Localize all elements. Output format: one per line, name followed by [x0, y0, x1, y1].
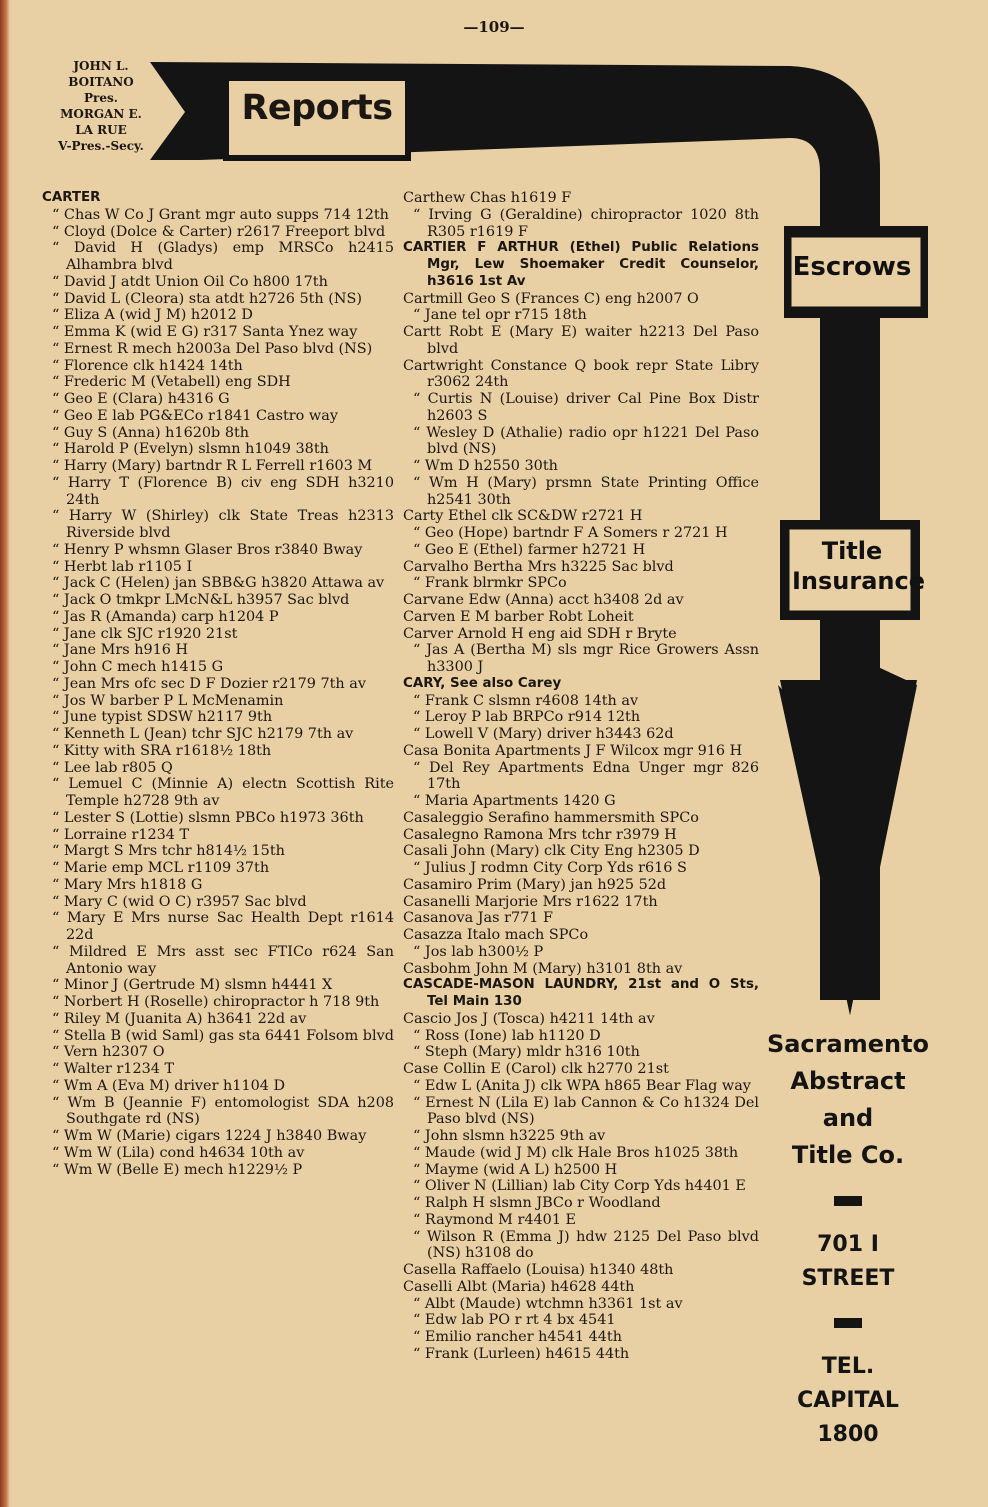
directory-entry: “ Mildred E Mrs asst sec FTICo r624 San Antonio way	[52, 943, 394, 977]
directory-entry: Carvane Edw (Anna) acct h3408 2d av	[403, 592, 684, 608]
directory-entry: “ Mayme (wid A L) h2500 H	[413, 1161, 618, 1178]
directory-entry: “ Marie emp MCL r1109 37th	[52, 860, 270, 876]
directory-entry: “ Kitty with SRA r1618½ 18th	[52, 742, 272, 759]
directory-entry: “ Frank blrmkr SPCo	[413, 575, 567, 592]
directory-entry: “ Henry P whsmn Glaser Bros r3840 Bway	[52, 541, 363, 558]
directory-entry: CARY, See also Carey	[403, 675, 562, 691]
officer-line: MORGAN E.	[60, 107, 142, 121]
directory-entry: Cartwright Constance Q book repr State Libry r3062 24th	[403, 357, 759, 391]
directory-entry: “ Steph (Mary) mldr h316 10th	[413, 1044, 640, 1061]
directory-entry: “ Jane tel opr r715 18th	[413, 307, 587, 324]
directory-entry: Casanelli Marjorie Mrs r1622 17th	[403, 893, 658, 910]
ad-company-block	[758, 1026, 938, 1452]
directory-entry: “ Geo E (Ethel) farmer h2721 H	[413, 541, 646, 558]
directory-entry: “ David J atdt Union Oil Co h800 17th	[52, 273, 328, 290]
directory-entry: “ Mary Mrs h1818 G	[52, 876, 203, 893]
directory-entry: “ Frederic M (Vetabell) eng SDH	[52, 374, 291, 391]
directory-entry: “ Chas W Co J Grant mgr auto supps 714 12th	[52, 206, 389, 223]
directory-entry: “ Cloyd (Dolce & Carter) r2617 Freeport blvd	[52, 223, 386, 240]
directory-entry: “ Maude (wid J M) clk Hale Bros h1025 38th	[413, 1144, 739, 1161]
directory-entry: “ Jane Mrs h916 H	[52, 642, 189, 659]
directory-entry: “ Mary C (wid O C) r3957 Sac blvd	[52, 893, 307, 910]
directory-entry: “ Edw lab PO r rt 4 bx 4541	[413, 1312, 616, 1329]
directory-entry: “ June typist SDSW h2117 9th	[52, 709, 273, 726]
directory-entry: Cartt Robt E (Mary E) waiter h2213 Del Paso blvd	[403, 324, 759, 357]
address-line: STREET	[801, 1266, 895, 1291]
company-name-line: Title Co.	[791, 1141, 905, 1169]
directory-entry: “ Emilio rancher h4541 44th	[413, 1329, 622, 1345]
officer-line: BOITANO	[68, 75, 134, 89]
directory-entry: Carver Arnold H eng aid SDH r Bryte	[403, 625, 677, 642]
phone-line: CAPITAL	[797, 1388, 899, 1413]
directory-entry: Casazza Italo mach SPCo	[403, 927, 589, 943]
directory-entry: “ Lester S (Lottie) slsmn PBCo h1973 36th	[52, 809, 364, 826]
directory-entry: “ Walter r1234 T	[52, 1061, 175, 1077]
directory-entry: “ Wm H (Mary) prsmn State Printing Office h2541 30th	[413, 474, 759, 508]
directory-entry: “ Oliver N (Lillian) lab City Corp Yds h4401 E	[413, 1178, 746, 1195]
directory-entry: “ John C mech h1415 G	[52, 659, 224, 675]
directory-entry: Cartmill Geo S (Frances C) eng h2007 O	[403, 290, 699, 307]
directory-entry: “ Albt (Maude) wtchmn h3361 1st av	[413, 1295, 683, 1312]
arrow-head-main	[780, 680, 917, 1015]
directory-entry: Casamiro Prim (Mary) jan h925 52d	[403, 876, 667, 893]
directory-entry: Casanova Jas r771 F	[403, 910, 553, 927]
directory-entry: “ Irving G (Geraldine) chiropractor 1020 8th R305 r1619 F	[413, 206, 759, 240]
directory-entry: “ Jack C (Helen) jan SBB&G h3820 Attawa av	[52, 575, 385, 592]
directory-entry: Caselli Albt (Maria) h4628 44th	[403, 1278, 635, 1295]
directory-entry: “ Jos W barber P L McMenamin	[52, 692, 284, 709]
directory-entry: “ Lee lab r805 Q	[52, 759, 173, 776]
directory-entry: Cascio Jos J (Tosca) h4211 14th av	[403, 1010, 655, 1027]
directory-entry: “ Ernest R mech h2003a Del Paso blvd (NS)	[52, 340, 373, 357]
directory-entry: “ Margt S Mrs tchr h814½ 15th	[52, 843, 285, 860]
insurance-line: Insurance	[792, 567, 926, 595]
directory-column-left	[42, 190, 394, 1178]
directory-entry: “ Geo E lab PG&ECo r1841 Castro way	[52, 407, 338, 424]
address-line: 701 I	[817, 1232, 879, 1257]
separator-bar	[834, 1196, 862, 1206]
directory-entry: Carty Ethel clk SC&DW r2721 H	[403, 508, 643, 525]
officer-line: JOHN L.	[73, 59, 129, 73]
directory-entry: “ Wesley D (Athalie) radio opr h1221 Del Paso blvd (NS)	[413, 424, 759, 458]
directory-entry: “ Harold P (Evelyn) slsmn h1049 38th	[52, 441, 329, 458]
title-line: Title	[821, 537, 883, 565]
directory-entry: “ Curtis N (Louise) driver Cal Pine Box Distr h2603 S	[413, 391, 759, 424]
directory-entry: “ Minor J (Gertrude M) slsmn h4441 X	[52, 977, 333, 994]
directory-entry: “ Herbt lab r1105 I	[52, 558, 193, 575]
directory-entry: “ Florence clk h1424 14th	[52, 357, 243, 374]
directory-entry: “ Emma K (wid E G) r317 Santa Ynez way	[52, 324, 358, 340]
ad-reports-label: Reports	[241, 88, 393, 128]
separator-bar	[834, 1318, 862, 1328]
directory-entry: Casaleggio Serafino hammersmith SPCo	[403, 809, 699, 826]
company-name-line: and	[822, 1104, 874, 1132]
directory-entry: “ Wm D h2550 30th	[413, 458, 558, 474]
directory-entry: “ Harry T (Florence B) civ eng SDH h3210 24th	[52, 474, 394, 508]
directory-entry: “ Jos lab h300½ P	[413, 943, 544, 960]
company-name-line: Abstract	[790, 1067, 906, 1095]
directory-entry: “ John slsmn h3225 9th av	[413, 1128, 606, 1144]
officer-line: Pres.	[84, 91, 118, 105]
directory-entry: “ Edw L (Anita J) clk WPA h865 Bear Flag way	[413, 1077, 751, 1094]
directory-column-right	[403, 190, 759, 1363]
directory-entry: Casbohm John M (Mary) h3101 8th av	[403, 960, 683, 977]
directory-entry: CARTER	[42, 190, 101, 205]
directory-entry: “ Julius J rodmn City Corp Yds r616 S	[413, 860, 687, 876]
directory-entry: “ Leroy P lab BRPCo r914 12th	[413, 709, 641, 726]
ad-title-insurance-label	[792, 536, 926, 596]
directory-entry: “ Guy S (Anna) h1620b 8th	[52, 424, 250, 441]
directory-entry: “ Lemuel C (Minnie A) electn Scottish Rite Temple h2728 9th av	[52, 776, 394, 809]
directory-entry: “ Eliza A (wid J M) h2012 D	[52, 307, 253, 324]
directory-entry: “ Jas A (Bertha M) sls mgr Rice Growers Assn h3300 J	[413, 642, 759, 675]
phone-line: 1800	[817, 1422, 879, 1447]
directory-entry: “ Lorraine r1234 T	[52, 826, 190, 843]
directory-entry: “ Wm W (Belle E) mech h1229½ P	[52, 1161, 303, 1178]
directory-entry: “ Frank (Lurleen) h4615 44th	[413, 1345, 630, 1362]
directory-entry: “ Vern h2307 O	[52, 1044, 165, 1061]
directory-entry: “ Frank C slsmn r4608 14th av	[413, 692, 639, 709]
directory-entry: “ Norbert H (Roselle) chiropractor h 718 9th	[52, 994, 380, 1010]
directory-entry: “ Wm A (Eva M) driver h1104 D	[52, 1077, 286, 1094]
directory-entry: “ Wm B (Jeannie F) entomologist SDA h208 Southgate rd (NS)	[52, 1094, 394, 1128]
directory-entry: “ David H (Gladys) emp MRSCo h2415 Alhambra blvd	[52, 240, 394, 273]
directory-entry: “ Jack O tmkpr LMcN&L h3957 Sac blvd	[52, 592, 350, 608]
directory-entry: “ David L (Cleora) sta atdt h2726 5th (NS)	[52, 290, 362, 307]
company-name-line: Sacramento	[766, 1030, 930, 1058]
directory-entry: “ Geo E (Clara) h4316 G	[52, 391, 230, 407]
directory-entry: CARTIER F ARTHUR (Ethel) Public Relations Mgr, Lew Shoemaker Credit Counselor, h3616 1st Av	[403, 240, 759, 289]
directory-entry: Casali John (Mary) clk City Eng h2305 D	[403, 843, 700, 860]
directory-entry: Case Collin E (Carol) clk h2770 21st	[403, 1061, 669, 1077]
directory-entry: “ Ralph H slsmn JBCo r Woodland	[413, 1195, 661, 1211]
directory-entry: Carthew Chas h1619 F	[403, 190, 572, 206]
directory-entry: “ Mary E Mrs nurse Sac Health Dept r1614 22d	[52, 910, 394, 943]
directory-entry: “ Geo (Hope) bartndr F A Somers r 2721 H	[413, 525, 728, 541]
directory-entry: “ Jean Mrs ofc sec D F Dozier r2179 7th av	[52, 675, 366, 692]
phone-line: TEL.	[821, 1354, 875, 1379]
officer-line: V-Pres.-Secy.	[58, 139, 144, 153]
directory-entry: Casa Bonita Apartments J F Wilcox mgr 916 H	[403, 742, 743, 759]
directory-entry: “ Wilson R (Emma J) hdw 2125 Del Paso blvd (NS) h3108 do	[413, 1228, 759, 1262]
directory-entry: “ Maria Apartments 1420 G	[413, 793, 616, 809]
directory-entry: “ Jane clk SJC r1920 21st	[52, 625, 238, 642]
directory-entry: CASCADE-MASON LAUNDRY, 21st and O Sts, Tel Main 130	[403, 977, 759, 1009]
directory-entry: “ Harry (Mary) bartndr R L Ferrell r1603 M	[52, 458, 373, 474]
directory-entry: Casella Raffaelo (Louisa) h1340 48th	[403, 1262, 674, 1278]
directory-entry: “ Raymond M r4401 E	[413, 1211, 577, 1228]
directory-entry: “ Harry W (Shirley) clk State Treas h2313 Riverside blvd	[52, 508, 394, 541]
officer-line: LA RUE	[75, 123, 127, 137]
directory-entry: “ Wm W (Marie) cigars 1224 J h3840 Bway	[52, 1128, 367, 1144]
directory-entry: Carven E M barber Robt Loheit	[403, 608, 634, 625]
directory-entry: “ Lowell V (Mary) driver h3443 62d	[413, 726, 674, 742]
directory-entry: Casalegno Ramona Mrs tchr r3979 H	[403, 826, 677, 843]
directory-entry: “ Ross (Ione) lab h1120 D	[413, 1027, 601, 1044]
ad-escrows-label: Escrows	[792, 252, 912, 282]
directory-entry: “ Riley M (Juanita A) h3641 22d av	[52, 1010, 307, 1027]
directory-entry: “ Del Rey Apartments Edna Unger mgr 826 17th	[413, 759, 759, 793]
directory-entry: “ Ernest N (Lila E) lab Cannon & Co h1324 Del Paso blvd (NS)	[413, 1094, 759, 1128]
directory-entry: “ Wm W (Lila) cond h4634 10th av	[52, 1144, 305, 1161]
directory-entry: “ Stella B (wid Saml) gas sta 6441 Folsom blvd	[52, 1027, 394, 1044]
directory-entry: “ Jas R (Amanda) carp h1204 P	[52, 608, 279, 625]
page-number: —109—	[463, 18, 525, 36]
directory-entry: “ Kenneth L (Jean) tchr SJC h2179 7th av	[52, 726, 354, 742]
directory-entry: Carvalho Bertha Mrs h3225 Sac blvd	[403, 558, 674, 575]
